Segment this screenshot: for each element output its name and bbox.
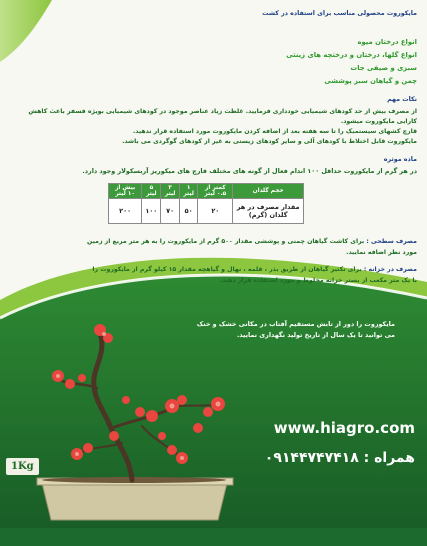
bottom-band bbox=[0, 528, 427, 546]
uses-item: چمن و گیاهان سبز پوششی bbox=[324, 77, 417, 85]
phone-line bbox=[265, 450, 415, 466]
surface-use-text: برای کاشت گیاهان چمنی و پوششی مقدار ۵۰۰ گرم از مایکوروت را به هر متر مربع از زمین bbox=[87, 238, 365, 245]
table-header: ۱ لیتر bbox=[179, 184, 197, 199]
table-row bbox=[109, 199, 304, 224]
storage-line: مایکوروت را دور از تابش مستقیم آفتاب در مکانی خشک و خنک bbox=[196, 320, 395, 328]
table-header: کمتر از ۰.۵ لیتر bbox=[198, 184, 233, 199]
uses-item: سبزی و صیفی جات bbox=[350, 64, 417, 72]
table-header: ۵ لیتر bbox=[142, 184, 161, 199]
storage-line: می توانید تا یک سال از تاریخ تولید نگهداری نمایید. bbox=[236, 331, 395, 339]
table-cell: ۷۰ bbox=[161, 199, 179, 224]
notes-heading: نکات مهم bbox=[387, 96, 417, 103]
table-cell: ۵۰ bbox=[179, 199, 197, 224]
table-row-label: مقدار مصرف در هر گلدان (گرم) bbox=[233, 199, 304, 224]
nursery-use-line bbox=[92, 266, 417, 274]
table-header-row bbox=[109, 184, 304, 199]
uses-item: انواع درختان میوه bbox=[357, 38, 417, 46]
dosage-line: در هر گرم از مایکوروت حداقل ۱۰۰ اندام فعال از گونه های مختلف قارچ های میکوریز آربسکولار وجود دارد. bbox=[82, 167, 417, 175]
surface-use-line-2: مورد نظر اضافه نمایید. bbox=[346, 249, 417, 256]
surface-use-label: مصرف سطحی : bbox=[366, 238, 417, 245]
nursery-use-text: برای تکثیر گیاهان از طریق بذر ، قلمه ، نهال و گیاهچه مقدار ۱۵ کیلو گرم از مایکوروت را bbox=[92, 266, 362, 273]
table-header: حجم گلدان bbox=[233, 184, 304, 199]
note-line: کارایی مایکوروت میشود. bbox=[340, 118, 417, 125]
website-link[interactable]: www.hiagro.com bbox=[273, 419, 415, 437]
top-left-leaf-curve bbox=[0, 0, 52, 62]
phone-number[interactable]: ۰۹۱۴۴۷۴۷۴۱۸ bbox=[264, 450, 359, 466]
uses-item: انواع گلها، درختان و درختچه های زینتی bbox=[286, 51, 417, 59]
note-line: قارچ کشهای سیستمیک را تا سه هفته بعد از اضافه کردن مایکوروت مورد استفاده قرار ندهید. bbox=[132, 128, 417, 135]
note-line: مایکوروت قابل اختلاط با کودهای آلی و سایر کودهای زیستی به غیر از کودهای گوگردی می باشد. bbox=[122, 138, 417, 145]
weight-badge: 1Kg bbox=[6, 458, 39, 475]
bonsai-plant-image bbox=[22, 308, 262, 533]
nursery-use-line-2: با یک متر مکعب از بستر خزانه مخلوط و مورد استفاده قرار دهید. bbox=[219, 277, 417, 284]
note-line: از مصرف بیش از حد کودهای شیمیایی خودداری فرمایید. غلظت زیاد عناصر موجود در کودهای شیمیایی بویژه فسفر باعث کاهش bbox=[28, 108, 417, 115]
table-cell: ۱۰۰ bbox=[142, 199, 161, 224]
dosage-table bbox=[108, 183, 304, 224]
surface-use-line bbox=[87, 238, 417, 246]
nursery-use-label: مصرف در خزانه : bbox=[363, 266, 417, 273]
table-header: ۳ لیتر bbox=[161, 184, 179, 199]
dosage-heading: ماده موثره bbox=[383, 156, 417, 163]
uses-heading: مایکوروت محصولی مناسب برای استفاده در کشت bbox=[262, 10, 417, 17]
table-cell: ۲۰۰ bbox=[109, 199, 142, 224]
phone-label: همراه : bbox=[363, 450, 415, 466]
table-header: بیش از ۱۰ لیتر bbox=[109, 184, 142, 199]
table-cell: ۲۰ bbox=[198, 199, 233, 224]
